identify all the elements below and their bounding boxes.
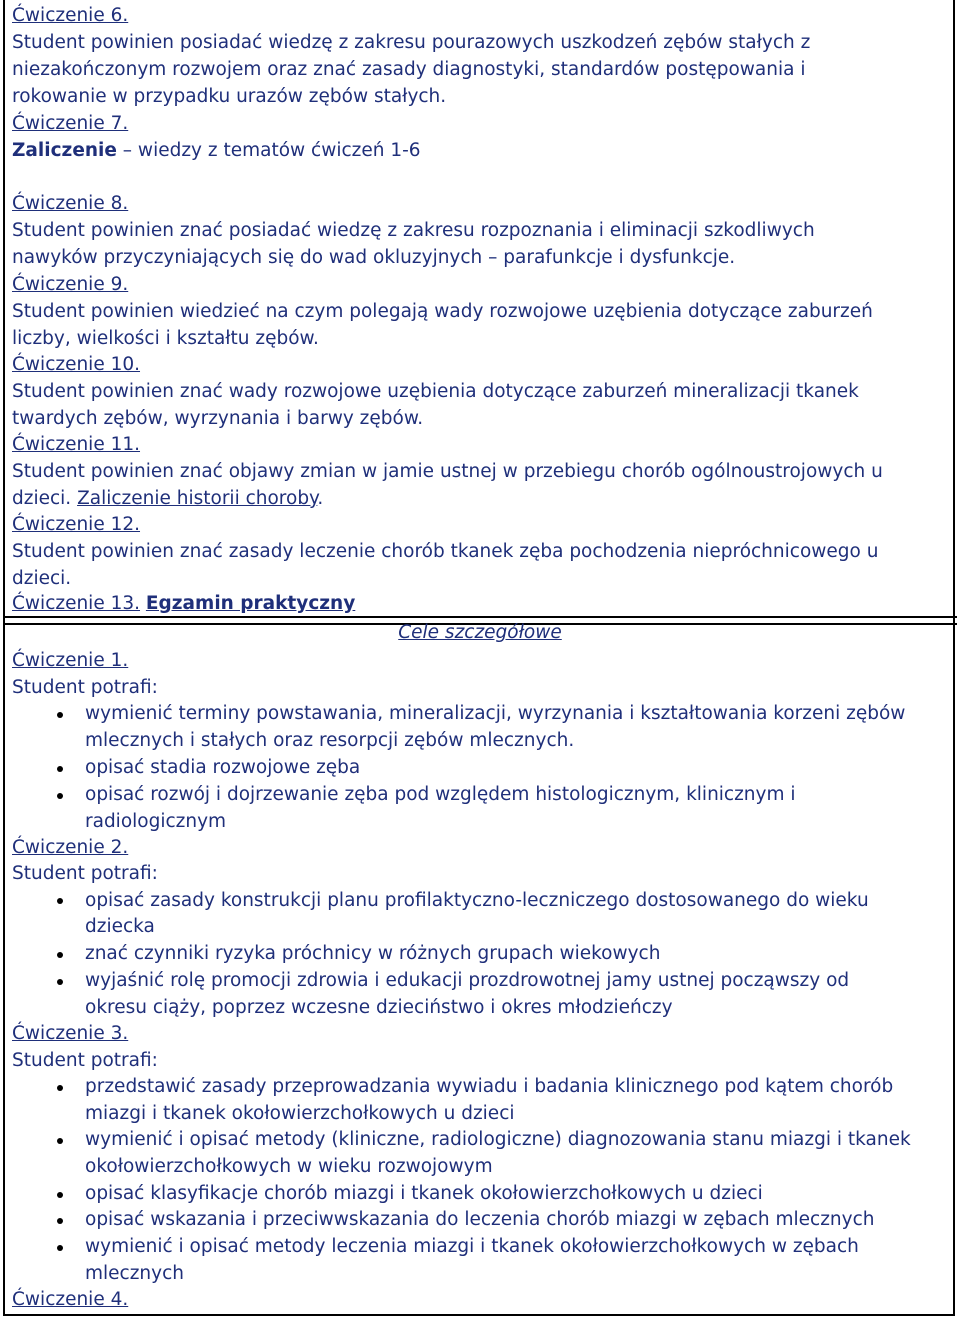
exercise-6-text-line: niezakończonym rozwojem oraz znać zasady diagnostyki, standardów postępowania i (12, 59, 806, 80)
exercise-8-text-line: nawyków przyczyniających się do wad okluzyjnych – parafunkcje i dysfunkcje. (12, 247, 736, 268)
objective-3-heading: Ćwiczenie 3. (12, 1023, 129, 1044)
list-item-continuation: dziecka (85, 916, 155, 937)
exercise-7-text (12, 138, 421, 164)
exercise-9-heading: Ćwiczenie 9. (12, 274, 129, 295)
list-item-continuation: okołowierzchołkowych w wieku rozwojowym (85, 1156, 493, 1177)
objective-4-heading: Ćwiczenie 4. (12, 1289, 129, 1310)
bullet-icon (57, 1192, 63, 1198)
exercise-12-text-line: dzieci. (12, 568, 72, 589)
list-item: opisać klasyfikacje chorób miazgi i tkanek okołowierzchołkowych u dzieci (85, 1183, 763, 1204)
bullet-icon (57, 766, 63, 772)
exercise-11-text-line (12, 486, 323, 512)
objective-1-heading: Ćwiczenie 1. (12, 650, 129, 671)
exercise-8-text-line: Student powinien znać posiadać wiedzę z zakresu rozpoznania i eliminacji szkodliwych (12, 220, 815, 241)
list-item-continuation: mlecznych i stałych oraz resorpcji zębów mlecznych. (85, 730, 575, 751)
list-item-continuation: miazgi i tkanek okołowierzchołkowych u dzieci (85, 1103, 515, 1124)
bullet-icon (57, 1085, 63, 1091)
exercise-6-heading: Ćwiczenie 6. (12, 5, 129, 26)
list-item: wymienić i opisać metody (kliniczne, radiologiczne) diagnozowania stanu miazgi i tkanek (85, 1129, 911, 1150)
list-item: opisać wskazania i przeciwwskazania do leczenia chorób miazgi w zębach mlecznych (85, 1209, 875, 1230)
exercise-10-text-line: Student powinien znać wady rozwojowe uzębienia dotyczące zaburzeń mineralizacji tkanek (12, 381, 859, 402)
list-item: wymienić i opisać metody leczenia miazgi i tkanek okołowierzchołkowych w zębach (85, 1236, 859, 1257)
exercise-11-text-line: Student powinien znać objawy zmian w jamie ustnej w przebiegu chorób ogólnoustrojowych u (12, 461, 883, 482)
objective-3-intro: Student potrafi: (12, 1050, 158, 1071)
list-item: znać czynniki ryzyka próchnicy w różnych grupach wiekowych (85, 943, 661, 964)
bullet-icon (57, 898, 63, 904)
exercise-7-rest: – wiedzy z tematów ćwiczeń 1-6 (116, 140, 421, 161)
section-title: Cele szczegółowe (398, 622, 562, 643)
objective-2-heading: Ćwiczenie 2. (12, 837, 129, 858)
exercise-13-line (12, 591, 355, 617)
list-item-continuation: mlecznych (85, 1263, 184, 1284)
exercise-12-heading: Ćwiczenie 12. (12, 514, 141, 535)
egzamin-praktyczny-label: Egzamin praktyczny (145, 593, 356, 614)
exercise-9-text-line: Student powinien wiedzieć na czym polegają wady rozwojowe uzębienia dotyczące zaburzeń (12, 301, 873, 322)
objective-2-intro: Student potrafi: (12, 863, 158, 884)
bullet-icon (57, 952, 63, 958)
exercise-8-heading: Ćwiczenie 8. (12, 193, 129, 214)
exercise-10-heading: Ćwiczenie 10. (12, 354, 141, 375)
objective-1-intro: Student potrafi: (12, 677, 158, 698)
exercise-6-text-line: Student powinien posiadać wiedzę z zakresu pourazowych uszkodzeń zębów stałych z (12, 32, 811, 53)
zaliczenie-historii-link: Zaliczenie historii choroby (77, 488, 318, 509)
exercise-10-text-line: twardych zębów, wyrzynania i barwy zębów. (12, 408, 424, 429)
list-item: opisać stadia rozwojowe zęba (85, 757, 361, 778)
bullet-icon (57, 1218, 63, 1224)
list-item: wyjaśnić rolę promocji zdrowia i edukacji prozdrowotnej jamy ustnej począwszy od (85, 970, 850, 991)
list-item-continuation: radiologicznym (85, 811, 227, 832)
exercise-13-heading: Ćwiczenie 13. (12, 593, 141, 614)
list-item-continuation: okresu ciąży, poprzez wczesne dzieciństwo i okres młodzieńczy (85, 997, 673, 1018)
bullet-icon (57, 793, 63, 799)
period: . (317, 488, 324, 509)
list-item: opisać zasady konstrukcji planu profilaktyczno-leczniczego dostosowanego do wieku (85, 890, 869, 911)
section-title-wrap (3, 620, 957, 646)
exercise-11-dzieci: dzieci. (12, 488, 78, 509)
zaliczenie-label: Zaliczenie (12, 140, 117, 161)
bullet-icon (57, 1138, 63, 1144)
exercise-12-text-line: Student powinien znać zasady leczenie chorób tkanek zęba pochodzenia niepróchnicowego u (12, 541, 879, 562)
bullet-icon (57, 712, 63, 718)
exercise-9-text-line: liczby, wielkości i kształtu zębów. (12, 328, 319, 349)
exercise-11-heading: Ćwiczenie 11. (12, 434, 141, 455)
exercise-6-text-line: rokowanie w przypadku urazów zębów stałych. (12, 86, 447, 107)
list-item: opisać rozwój i dojrzewanie zęba pod względem histologicznym, klinicznym i (85, 784, 796, 805)
bullet-icon (57, 979, 63, 985)
bullet-icon (57, 1245, 63, 1251)
list-item: przedstawić zasady przeprowadzania wywiadu i badania klinicznego pod kątem chorób (85, 1076, 894, 1097)
list-item: wymienić terminy powstawania, mineralizacji, wyrzynania i kształtowania korzeni zębów (85, 703, 906, 724)
exercise-7-heading: Ćwiczenie 7. (12, 113, 129, 134)
